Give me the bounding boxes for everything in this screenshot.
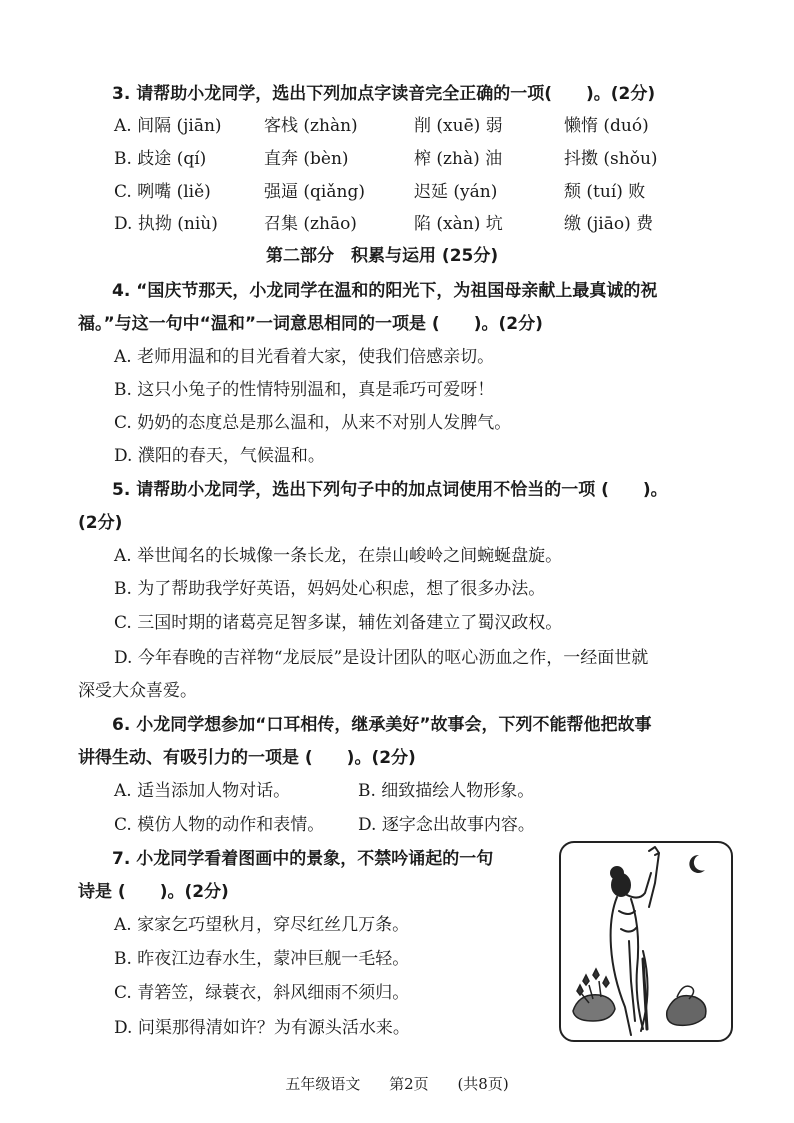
q6-option-a: A. 适当添加人物对话。 (114, 781, 291, 801)
q7-stem-line1: 7. 小龙同学看着图画中的景象，不禁吟诵起的一句 (112, 849, 494, 869)
q6-option-d: D. 逐字念出故事内容。 (358, 815, 535, 835)
q4-option-c: C. 奶奶的态度总是那么温和，从来不对别人发脾气。 (114, 413, 512, 433)
q3-stem: 3. 请帮助小龙同学，选出下列加点字读音完全正确的一项( )。(2分) (112, 84, 656, 104)
q3-d-3: 陷 (xàn) 坑 (414, 214, 503, 234)
q3-b-1: B. 歧途 (qí) (114, 149, 207, 169)
q3-a-2: 客栈 (zhàn) (264, 116, 358, 136)
section-2-title: 第二部分 积累与运用 (25分) (266, 246, 499, 266)
q4-stem-line1: 4. “国庆节那天，小龙同学在温和的阳光下，为祖国母亲献上最真诚的祝 (112, 281, 658, 301)
footer-subject: 五年级语文 (285, 1075, 361, 1093)
q7-option-d: D. 问渠那得清如许？为有源头活水来。 (114, 1018, 410, 1038)
q5-option-d-line2: 深受大众喜爱。 (78, 681, 197, 701)
q6-option-c: C. 模仿人物的动作和表情。 (114, 815, 325, 835)
q3-a-1: A. 间隔 (jiān) (114, 116, 222, 136)
q3-a-4: 懒惰 (duó) (564, 116, 649, 136)
q4-option-b: B. 这只小兔子的性情特别温和，真是乖巧可爱呀！ (114, 380, 495, 400)
q5-option-b: B. 为了帮助我学好英语，妈妈处心积虑，想了很多办法。 (114, 579, 546, 599)
q3-c-4: 颓 (tuí) 败 (564, 182, 646, 202)
q7-stem-line2: 诗是 ( )。(2分) (78, 882, 229, 902)
footer-total-pages: (共8页) (457, 1075, 509, 1093)
q7-option-b: B. 昨夜江边春水生，蒙冲巨舰一毛轻。 (114, 949, 410, 969)
q5-stem-line1: 5. 请帮助小龙同学，选出下列句子中的加点词使用不恰当的一项 ( )。 (112, 480, 668, 500)
page-footer (0, 1073, 794, 1094)
q3-d-2: 召集 (zhāo) (264, 214, 357, 234)
q5-option-a: A. 举世闻名的长城像一条长龙，在崇山峻岭之间蜿蜒盘旋。 (114, 546, 563, 566)
q7-option-a: A. 家家乞巧望秋月，穿尽红丝几万条。 (114, 915, 410, 935)
q3-c-2: 强逼 (qiǎng) (264, 182, 365, 202)
q3-b-3: 榨 (zhà) 油 (414, 149, 503, 169)
footer-page-number: 第2页 (389, 1075, 429, 1093)
q6-option-b: B. 细致描绘人物形象。 (358, 781, 535, 801)
q7-option-c: C. 青箬笠，绿蓑衣，斜风细雨不须归。 (114, 983, 410, 1003)
q3-a-3: 削 (xuē) 弱 (414, 116, 503, 136)
q3-b-4: 抖擞 (shǒu) (564, 149, 658, 169)
q3-d-1: D. 执拗 (niù) (114, 214, 218, 234)
q5-stem-line2: (2分) (78, 513, 123, 533)
q3-d-4: 缴 (jiāo) 费 (564, 214, 654, 234)
q5-option-c: C. 三国时期的诸葛亮足智多谋，辅佐刘备建立了蜀汉政权。 (114, 613, 563, 633)
q6-stem-line1: 6. 小龙同学想参加“口耳相传，继承美好”故事会，下列不能帮他把故事 (112, 715, 652, 735)
q5-option-d-line1: D. 今年春晚的吉祥物“龙辰辰”是设计团队的呕心沥血之作，一经面世就 (114, 648, 649, 668)
q3-c-1: C. 咧嘴 (liě) (114, 182, 211, 202)
q3-c-3: 迟延 (yán) (414, 182, 498, 202)
q4-option-d: D. 濮阳的春天，气候温和。 (114, 446, 325, 466)
q3-b-2: 直奔 (bèn) (264, 149, 349, 169)
q4-stem-line2: 福。”与这一句中“温和”一词意思相同的一项是 ( )。(2分) (78, 314, 543, 334)
woman-gazing-at-moon-illustration (559, 841, 733, 1042)
q6-stem-line2: 讲得生动、有吸引力的一项是 ( )。(2分) (78, 748, 416, 768)
q4-option-a: A. 老师用温和的目光看着大家，使我们倍感亲切。 (114, 347, 495, 367)
